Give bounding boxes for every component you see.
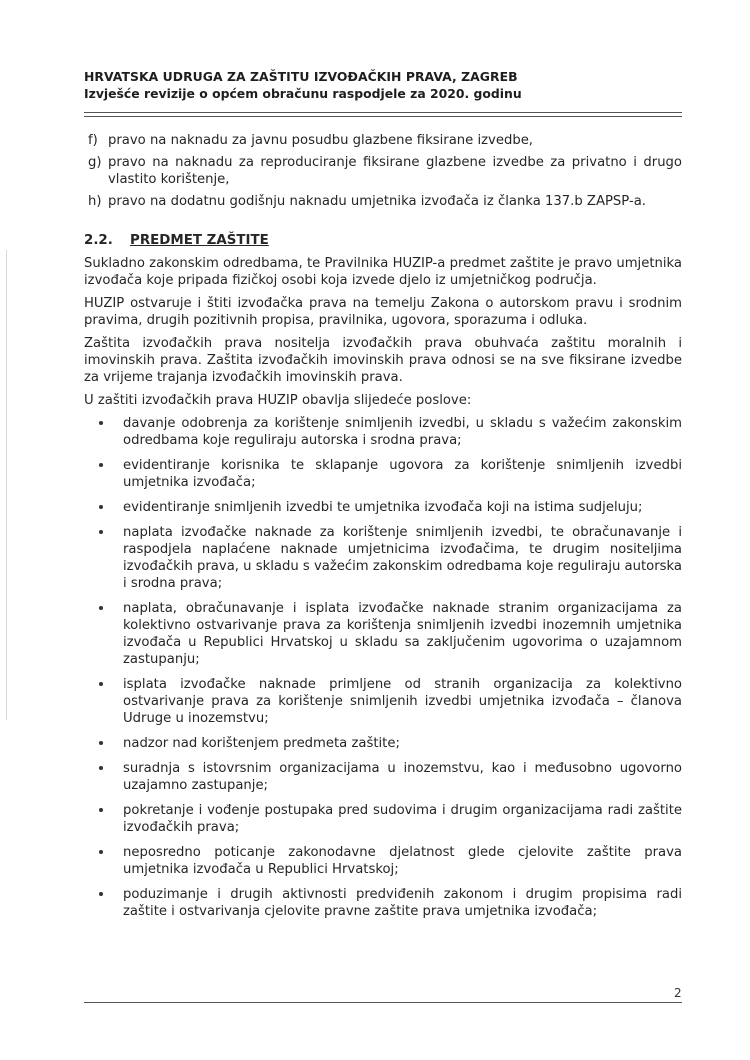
header-report-title: Izvješće revizije o općem obračunu raspodjele za 2020. godinu bbox=[84, 86, 522, 101]
header-rule-bottom bbox=[84, 116, 682, 117]
rights-list-item bbox=[84, 132, 682, 149]
section-heading bbox=[84, 232, 682, 249]
list-marker: h) bbox=[88, 194, 102, 209]
paragraph: Zaštita izvođačkih prava nositelja izvođačkih prava obuhvaća zaštitu moralnih i imovinskih prava. Zaštita izvođačkih imovinskih prava odnosi se na sve fiksirane izvedbe za vrijeme trajanja izvođačkih imovinskih prava. bbox=[84, 336, 682, 385]
bullet-icon bbox=[99, 766, 103, 770]
list-item bbox=[84, 802, 682, 836]
list-item-text: evidentiranje snimljenih izvedbi te umjetnika izvođača koji na istima sudjeluju; bbox=[123, 500, 643, 515]
bullet-icon bbox=[99, 850, 103, 854]
list-item-text: pravo na naknadu za javnu posudbu glazbene fiksirane izvedbe, bbox=[108, 133, 534, 148]
list-item bbox=[84, 886, 682, 920]
list-item-text: isplata izvođačke naknade primljene od stranih organizacija za kolektivno ostvarivanje prava za korištenje snimljenih izvedbi umjetnika izvođača – članova Udruge u inozemstvu; bbox=[123, 677, 682, 726]
list-item-text: pokretanje i vođenje postupaka pred sudovima i drugim organizacijama radi zaštite izvođačkih prava; bbox=[123, 803, 682, 835]
document-header bbox=[84, 68, 684, 102]
bullet-icon bbox=[99, 808, 103, 812]
document-body bbox=[84, 132, 682, 928]
list-item bbox=[84, 760, 682, 794]
list-item bbox=[84, 844, 682, 878]
activities-list bbox=[84, 415, 682, 920]
list-item bbox=[84, 457, 682, 491]
bullet-icon bbox=[99, 741, 103, 745]
page-number: 2 bbox=[674, 986, 682, 1000]
list-item-text: nadzor nad korištenjem predmeta zaštite; bbox=[123, 736, 400, 751]
list-marker: f) bbox=[88, 133, 98, 148]
header-organization: HRVATSKA UDRUGA ZA ZAŠTITU IZVOĐAČKIH PRAVA, ZAGREB bbox=[84, 69, 518, 84]
paragraph-intro: U zaštiti izvođačkih prava HUZIP obavlja slijedeće poslove: bbox=[84, 393, 472, 408]
bullet-icon bbox=[99, 505, 103, 509]
list-item bbox=[84, 600, 682, 668]
list-item-text: evidentiranje korisnika te sklapanje ugovora za korištenje snimljenih izvedbi umjetnika izvođača; bbox=[123, 458, 682, 490]
list-marker: g) bbox=[88, 155, 102, 170]
list-item bbox=[84, 524, 682, 592]
section-title: PREDMET ZAŠTITE bbox=[130, 233, 269, 248]
list-item-text: neposredno poticanje zakonodavne djelatnost glede cjelovite zaštite prava umjetnika izvođača u Republici Hrvatskoj; bbox=[123, 845, 682, 877]
bullet-icon bbox=[99, 421, 103, 425]
list-item bbox=[84, 676, 682, 727]
paragraph: HUZIP ostvaruje i štiti izvođačka prava na temelju Zakona o autorskom pravu i srodnim pravima, drugih pozitivnih propisa, pravilnika, ugovora, sporazuma i odluka. bbox=[84, 296, 682, 328]
rights-list bbox=[84, 132, 682, 210]
bullet-icon bbox=[99, 682, 103, 686]
bullet-icon bbox=[99, 530, 103, 534]
list-item-text: pravo na dodatnu godišnju naknadu umjetnika izvođača iz članka 137.b ZAPSP-a. bbox=[108, 194, 646, 209]
bullet-icon bbox=[99, 892, 103, 896]
rights-list-item bbox=[84, 193, 682, 210]
list-item-text: pravo na naknadu za reproduciranje fiksirane glazbene izvedbe za privatno i drugo vlastito korištenje, bbox=[108, 155, 682, 187]
scan-edge-line bbox=[6, 250, 7, 720]
bullet-icon bbox=[99, 606, 103, 610]
list-item bbox=[84, 735, 682, 752]
section-number: 2.2. bbox=[84, 233, 113, 248]
footer-rule bbox=[84, 1002, 682, 1003]
header-rule-top bbox=[84, 112, 682, 113]
list-item-text: naplata, obračunavanje i isplata izvođačke naknade stranim organizacijama za kolektivno ostvarivanje prava za korištenja snimljenih izvedbi inozemnih umjetnika izvođača u Republici Hrvatskoj u skladu sa zaključenim ugovorima o uzajamnom zastupanju; bbox=[123, 601, 682, 667]
list-item bbox=[84, 415, 682, 449]
list-item-text: poduzimanje i drugih aktivnosti predviđenih zakonom i drugim propisima radi zaštite i ostvarivanja cjelovite pravne zaštite prava umjetnika izvođača; bbox=[123, 887, 682, 919]
list-item bbox=[84, 499, 682, 516]
paragraph: Sukladno zakonskim odredbama, te Pravilnika HUZIP-a predmet zaštite je pravo umjetnika izvođača koje pripada fizičkoj osobi koja izvede djelo iz umjetničkog područja. bbox=[84, 256, 682, 288]
list-item-text: suradnja s istovrsnim organizacijama u inozemstvu, kao i međusobno ugovorno uzajamno zastupanje; bbox=[123, 761, 682, 793]
rights-list-item bbox=[84, 154, 682, 188]
list-item-text: naplata izvođačke naknade za korištenje snimljenih izvedbi, te obračunavanje i raspodjela naplaćene naknade umjetnicima izvođačima, te drugim nositeljima izvođačkih prava, u skladu s važećim zakonskim odredbama koje reguliraju autorska i srodna prava; bbox=[123, 525, 682, 591]
bullet-icon bbox=[99, 463, 103, 467]
list-item-text: davanje odobrenja za korištenje snimljenih izvedbi, u skladu s važećim zakonskim odredbama koje reguliraju autorska i srodna prava; bbox=[123, 416, 682, 448]
